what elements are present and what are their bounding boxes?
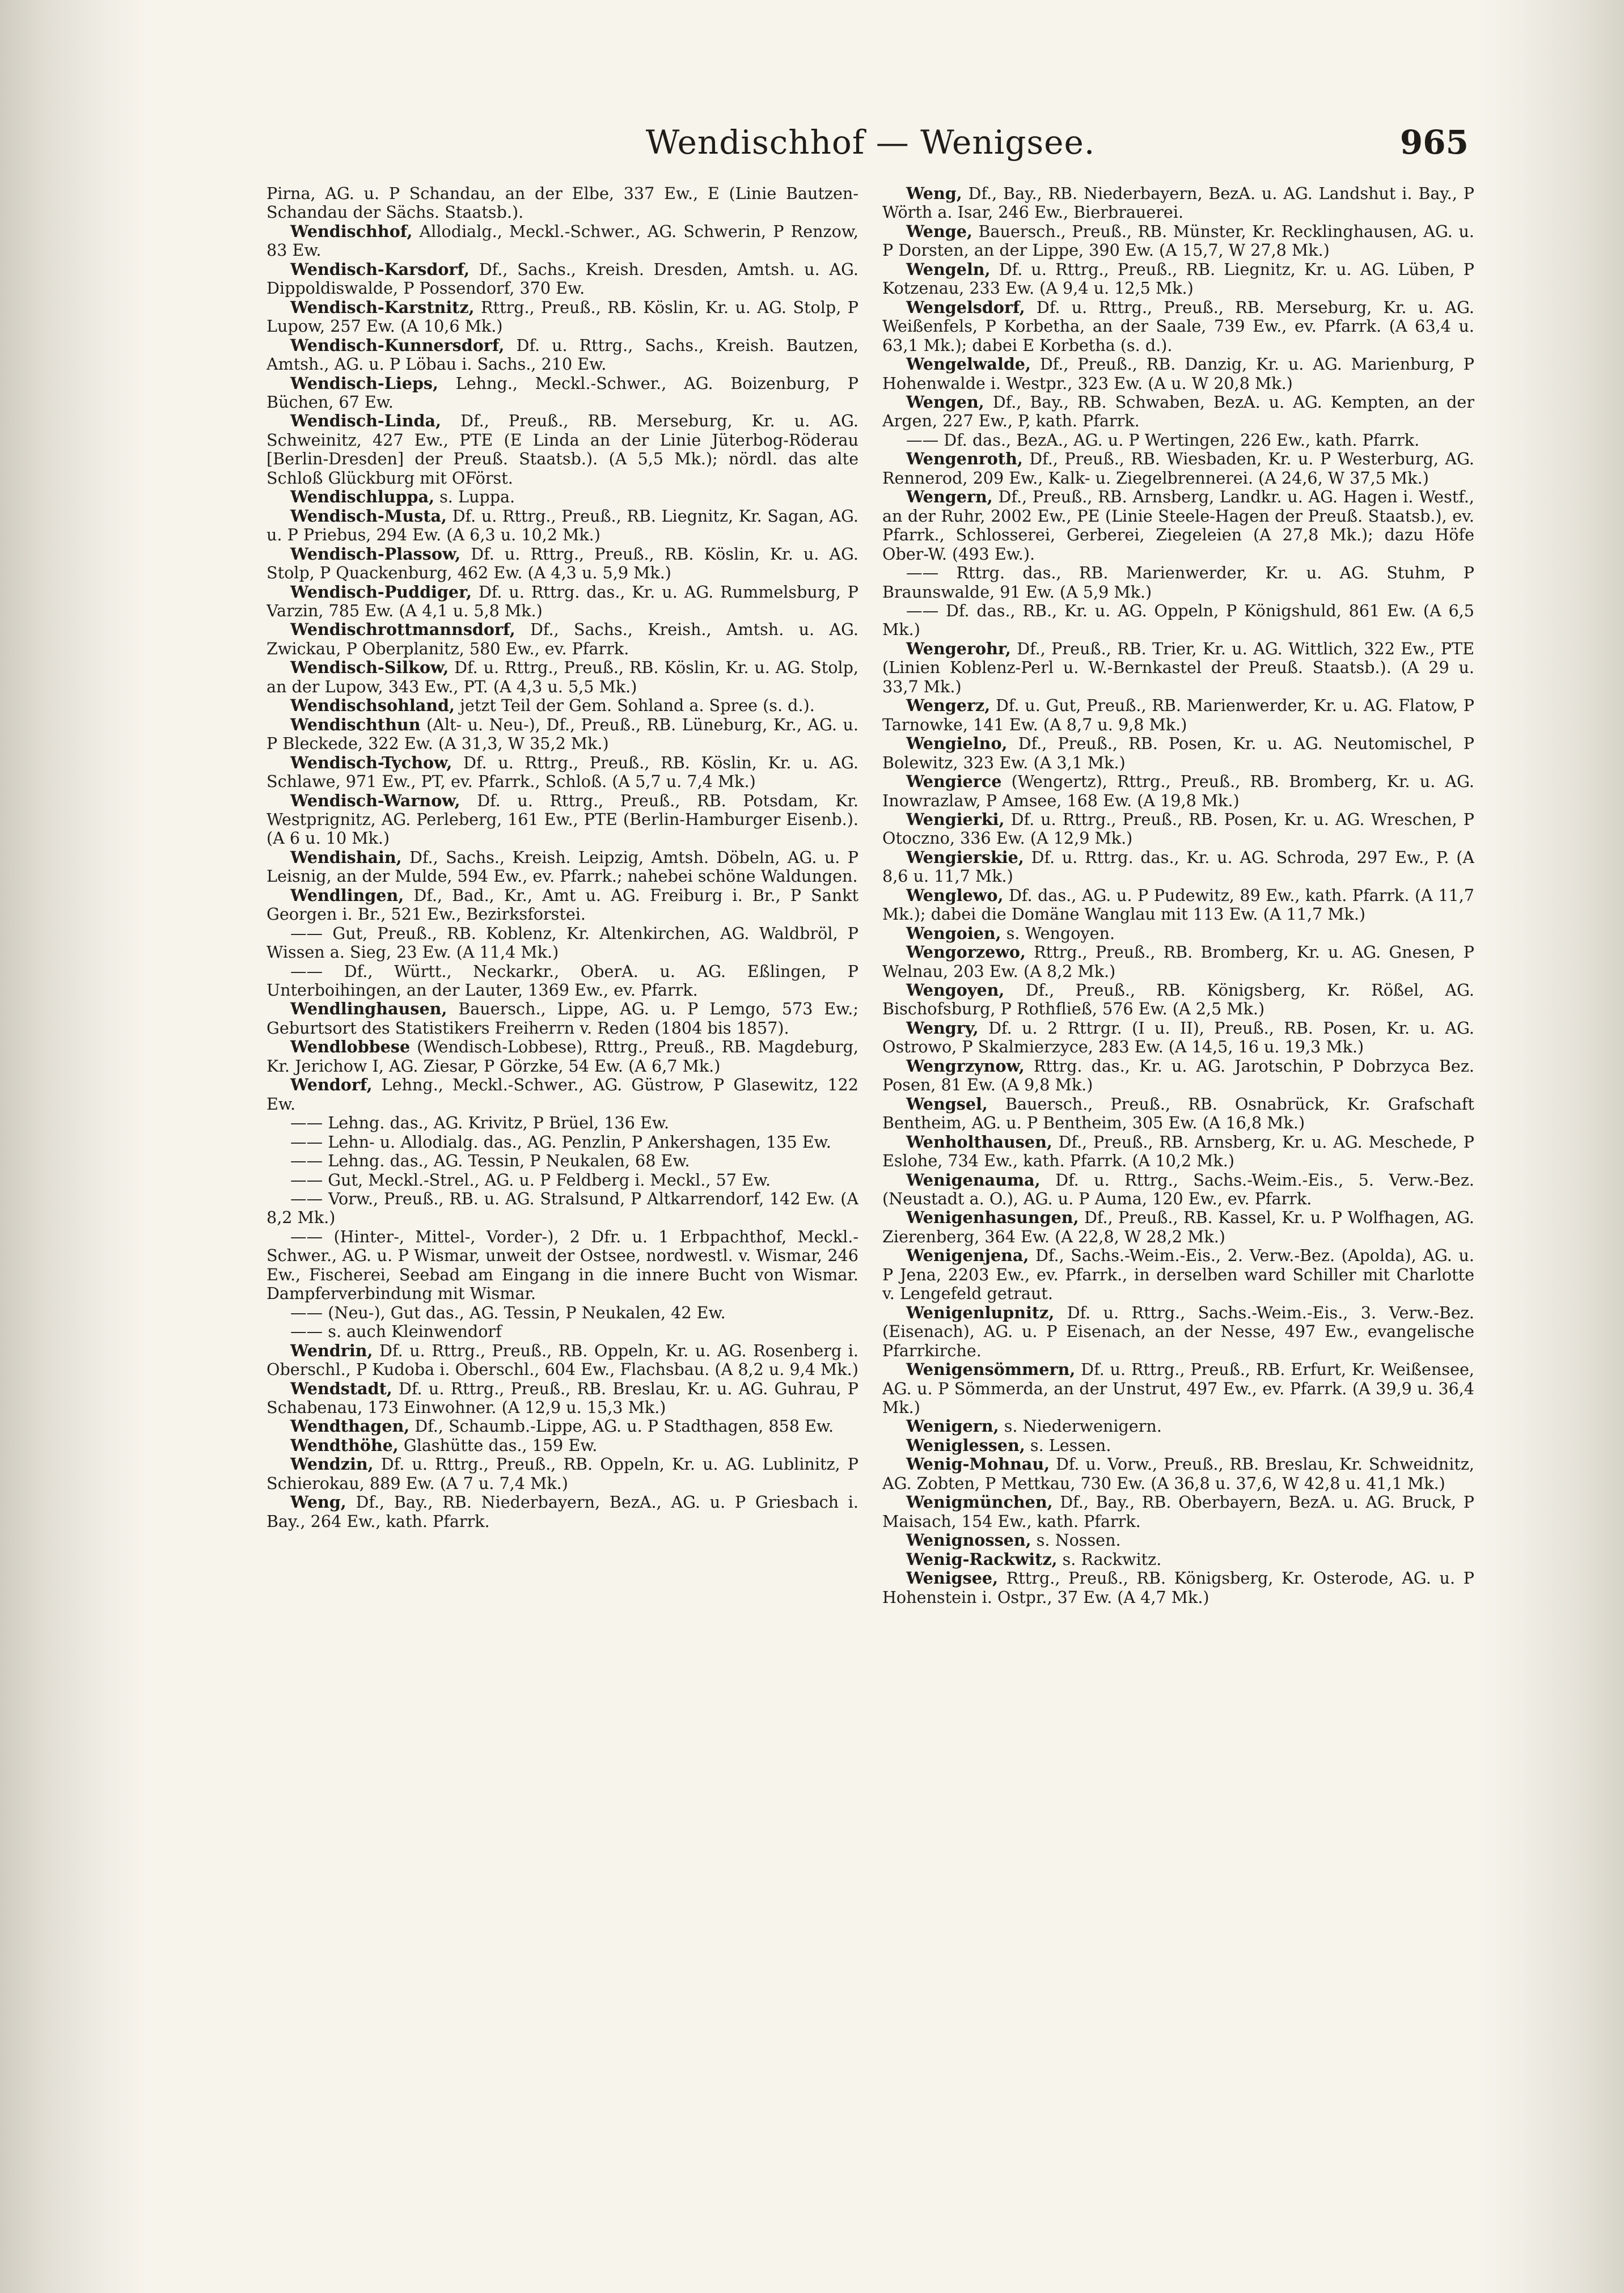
entry-headword: Wendisch-Silkow, — [290, 658, 449, 678]
entry-text: Df. u. Rttrg., Preuß., RB. Liegnitz, Kr. Sagan, AG. u. P Priebus, 294 Ew. (A 6,3 u. 10,2 Mk.) — [267, 506, 858, 545]
dictionary-entry — [267, 754, 858, 792]
right-column — [882, 184, 1474, 2231]
entry-text: Rttrg., Preuß., RB. Bromberg, Kr. u. AG. Gnesen, P Welnau, 203 Ew. (A 8,2 Mk.) — [882, 942, 1474, 981]
dictionary-entry — [882, 1246, 1474, 1303]
dictionary-entry — [882, 772, 1474, 810]
entry-text: Df. u. Rttrg., Sachs.-Weim.-Eis., 5. Verw.-Bez. (Neustadt a. O.), AG. u. P Auma, 120 Ew., ev. Pfarrk. — [882, 1170, 1474, 1209]
entry-text: Df., Preuß., RB. Arnsberg, Landkr. u. AG. Hagen i. Westf., an der Ruhr, 2002 Ew., PE (Linie Steele-Hagen der Preuß. Staatsb.), ev. Pfarrk., Schlosserei, Gerberei, Ziegeleien (A 27,8 Mk.); dazu Höfe Ober-W. (493 Ew.). — [882, 487, 1474, 564]
dictionary-entry — [267, 1342, 858, 1380]
dictionary-entry — [882, 1095, 1474, 1133]
entry-headword: Wenig-Rackwitz, — [906, 1549, 1058, 1569]
entry-text: Rttrg., Preuß., RB. Köslin, Kr. u. AG. Stolp, P Lupow, 257 Ew. (A 10,6 Mk.) — [267, 297, 858, 336]
entry-headword: Wendrin, — [290, 1340, 373, 1360]
entry-text: Rttrg. das., Kr. u. AG. Jarotschin, P Dobrzyca Bez. Posen, 81 Ew. (A 9,8 Mk.) — [882, 1056, 1474, 1095]
entry-text: —— Lehng. das., AG. Krivitz, P Brüel, 136 Ew. — [290, 1113, 670, 1133]
dictionary-entry — [882, 1550, 1474, 1569]
entry-text: —— Df. das., RB., Kr. u. AG. Oppeln, P Königshuld, 861 Ew. (A 6,5 Mk.) — [882, 600, 1474, 640]
entry-text: Df. u. 2 Rttrgr. (I u. II), Preuß., RB. Posen, Kr. u. AG. Ostrowo, P Skalmierzyce, 283 Ew. (A 14,5, 16 u. 19,3 Mk.) — [882, 1018, 1474, 1057]
entry-headword: Wendzin, — [290, 1454, 374, 1474]
entry-text: Df., Bay., RB. Oberbayern, BezA. u. AG. Bruck, P Maisach, 154 Ew., kath. Pfarrk. — [882, 1492, 1474, 1531]
dictionary-entry — [882, 488, 1474, 564]
entry-text: Df. u. Rttrg., Sachs., Kreish. Bautzen, Amtsh., AG. u. P Löbau i. Sachs., 210 Ew. — [267, 335, 858, 374]
entry-text: Df. u. Rttrg., Sachs.-Weim.-Eis., 3. Verw.-Bez. (Eisenach), AG. u. P Eisenach, an der Nesse, 497 Ew., evangelische Pfarrkirche. — [882, 1302, 1474, 1360]
entry-headword: Wenglewo, — [906, 885, 1004, 905]
entry-text: Df. u. Rttrg. das., Kr. u. AG. Rummelsburg, P Varzin, 785 Ew. (A 4,1 u. 5,8 Mk.) — [267, 582, 858, 620]
scan-edge-right — [1477, 0, 1624, 2293]
dictionary-entry — [267, 1322, 858, 1341]
entry-text: Allodialg., Meckl.-Schwer., AG. Schwerin, P Renzow, 83 Ew. — [267, 221, 858, 260]
dictionary-entry — [882, 696, 1474, 734]
dictionary-entry — [882, 1171, 1474, 1209]
entry-headword: Wenigensömmern, — [906, 1360, 1076, 1380]
dictionary-entry — [882, 886, 1474, 924]
dictionary-entry — [267, 1038, 858, 1076]
dictionary-entry — [267, 1114, 858, 1132]
entry-headword: Wenigenauma, — [906, 1170, 1041, 1190]
entry-text: Df. u. Gut, Preuß., RB. Marienwerder, Kr. u. AG. Flatow, P Tarnowke, 141 Ew. (A 8,7 u. 9,8 Mk.) — [882, 696, 1474, 734]
dictionary-entry — [267, 620, 858, 658]
entry-text: s. Luppa. — [434, 487, 515, 507]
dictionary-entry — [267, 1493, 858, 1531]
entry-text: jetzt Teil der Gem. Sohland a. Spree (s. d.). — [455, 696, 815, 716]
dictionary-entry — [267, 1076, 858, 1114]
entry-text: Lehng., Meckl.-Schwer., AG. Boizenburg, P Büchen, 67 Ew. — [267, 373, 858, 412]
dictionary-entry — [882, 981, 1474, 1019]
entry-headword: Wenigern, — [906, 1416, 999, 1436]
dictionary-entry — [267, 1228, 858, 1304]
dictionary-entry — [267, 184, 858, 222]
entry-text: (Wengertz), Rttrg., Preuß., RB. Bromberg, Kr. u. AG. Inowrazlaw, P Amsee, 168 Ew. (A 19,8 Mk.) — [882, 772, 1474, 810]
entry-headword: Wendstadt, — [290, 1378, 392, 1398]
entry-headword: Wengelsdorf, — [906, 297, 1025, 317]
entry-headword: Wendischrottmannsdorf, — [290, 620, 515, 640]
entry-headword: Weng, — [906, 184, 962, 203]
dictionary-entry — [882, 924, 1474, 943]
entry-text: Df., Bay., RB. Schwaben, BezA. u. AG. Kempten, an der Argen, 227 Ew., P, kath. Pfarrk. — [882, 392, 1474, 431]
entry-headword: Wengierskie, — [906, 847, 1024, 867]
dictionary-entry — [267, 1455, 858, 1493]
page-header — [267, 111, 1474, 179]
dictionary-entry — [267, 1152, 858, 1170]
dictionary-entry — [882, 1208, 1474, 1246]
entry-headword: Wengierki, — [906, 809, 1005, 829]
entry-text: —— (Hinter-, Mittel-, Vorder-), 2 Dfr. u. 1 Erbpachthof, Meckl.-Schwer., AG. u. P Wismar, unweit der Ostsee, nordwestl. v. Wismar, 246 Ew., Fischerei, Seebad am Eingang in die innere Bucht von Wismar. Dampferverbindung mit Wismar. — [267, 1226, 858, 1304]
entry-text: (Alt- u. Neu-), Df., Preuß., RB. Lüneburg, Kr., AG. u. P Bleckede, 322 Ew. (A 31,3, W 35,2 Mk.) — [267, 714, 858, 754]
dictionary-entry — [882, 298, 1474, 355]
entry-headword: Wenigenhasungen, — [906, 1208, 1079, 1228]
entry-headword: Wenigsee, — [906, 1568, 999, 1588]
entry-text: Df. u. Rttrg., Preuß., RB. Köslin, Kr. u. AG. Stolp, an der Lupow, 343 Ew., PT. (A 4,3 u. 5,5 Mk.) — [267, 658, 858, 696]
entry-headword: Wengen, — [906, 392, 984, 412]
left-column — [267, 184, 858, 2231]
dictionary-entry — [882, 1304, 1474, 1360]
dictionary-entry — [882, 393, 1474, 431]
entry-text: —— Gut, Preuß., RB. Koblenz, Kr. Altenkirchen, AG. Waldbröl, P Wissen a. Sieg, 23 Ew. (A 11,4 Mk.) — [267, 923, 858, 962]
entry-text: Df. u. Rttrg. das., Kr. u. AG. Schroda, 297 Ew., P. (A 8,6 u. 11,7 Mk.) — [882, 847, 1474, 886]
entry-text: Lehng., Meckl.-Schwer., AG. Güstrow, P Glasewitz, 122 Ew. — [267, 1075, 858, 1114]
entry-text: Df., Sachs., Kreish. Dresden, Amtsh. u. AG. Dippoldiswalde, P Possendorf, 370 Ew. — [267, 259, 858, 298]
dictionary-entry — [882, 943, 1474, 981]
dictionary-entry — [267, 924, 858, 962]
entry-text: Df., Preuß., RB. Danzig, Kr. u. AG. Marienburg, P Hohenwalde i. Westpr., 323 Ew. (A u. W 20,8 Mk.) — [882, 354, 1474, 393]
dictionary-entry — [882, 355, 1474, 393]
entry-headword: Wendthagen, — [290, 1416, 410, 1436]
entry-text: Df., Preuß., RB. Königsberg, Kr. Rößel, AG. Bischofsburg, P Rothfließ, 576 Ew. (A 2,5 Mk.) — [882, 980, 1474, 1019]
dictionary-entry — [267, 962, 858, 1000]
entry-text: Df., Schaumb.-Lippe, AG. u. P Stadthagen, 858 Ew. — [409, 1416, 834, 1436]
entry-headword: Wendorf, — [290, 1075, 373, 1095]
dictionary-entry — [267, 886, 858, 924]
page-number: 965 — [1399, 123, 1469, 162]
dictionary-entry — [267, 374, 858, 412]
entry-headword: Wendisch-Puddiger, — [290, 582, 472, 602]
entry-text: s. Niederwenigern. — [999, 1416, 1162, 1436]
entry-headword: Wendischsohland, — [290, 696, 455, 716]
entry-text: s. Lessen. — [1025, 1435, 1111, 1455]
dictionary-entry — [267, 696, 858, 715]
entry-text: —— Df., Württ., Neckarkr., OberA. u. AG. Eßlingen, P Unterboihingen, an der Lauter, 1369 Ew., ev. Pfarrk. — [267, 961, 858, 1000]
entry-text: Df., Bad., Kr., Amt u. AG. Freiburg i. Br., P Sankt Georgen i. Br., 521 Ew., Bezirksforstei. — [267, 885, 858, 924]
dictionary-entry — [267, 336, 858, 374]
dictionary-entry — [267, 1436, 858, 1455]
dictionary-entry — [882, 564, 1474, 602]
dictionary-entry — [267, 260, 858, 298]
running-title: Wendischhof — Wenigsee. — [645, 123, 1096, 162]
entry-headword: Wenigenlupnitz, — [906, 1302, 1055, 1322]
entry-headword: Wengelwalde, — [906, 354, 1031, 374]
dictionary-entry — [267, 848, 858, 886]
dictionary-entry — [267, 583, 858, 621]
dictionary-entry — [267, 658, 858, 696]
entry-text: Df., Preuß., RB. Arnsberg, Kr. u. AG. Meschede, P Eslohe, 734 Ew., kath. Pfarrk. (A 10,2 Mk.) — [882, 1132, 1474, 1171]
entry-text: Df. u. Rttrg., Preuß., RB. Potsdam, Kr. Westprignitz, AG. Perleberg, 161 Ew., PTE (Berlin-Hamburger Eisenb.). (A 6 u. 10 Mk.) — [267, 790, 858, 848]
entry-text: —— s. auch Kleinwendorf — [290, 1322, 502, 1342]
dictionary-entry — [267, 1133, 858, 1152]
entry-headword: Wenholthausen, — [906, 1132, 1052, 1152]
dictionary-entry — [882, 602, 1474, 640]
entry-headword: Wengsel, — [906, 1094, 988, 1114]
dictionary-page — [267, 111, 1474, 2231]
entry-headword: Wendlinghausen, — [290, 999, 447, 1019]
entry-text: Df. u. Rttrg., Preuß., RB. Köslin, Kr. u. AG. Stolp, P Quackenburg, 462 Ew. (A 4,3 u. 5,9 Mk.) — [267, 544, 858, 583]
entry-headword: Wendischhof, — [290, 221, 413, 241]
entry-text: Glashütte das., 159 Ew. — [398, 1435, 598, 1455]
entry-headword: Wendlobbese — [290, 1037, 411, 1057]
entry-text: Df. das., AG. u. P Pudewitz, 89 Ew., kath. Pfarrk. (A 11,7 Mk.); dabei die Domäne Wanglau mit 113 Ew. (A 11,7 Mk.) — [882, 885, 1474, 924]
dictionary-entry — [882, 810, 1474, 848]
entry-text: Df., Bay., RB. Niederbayern, BezA. u. AG. Landshut i. Bay., P Wörth a. Isar, 246 Ew., Bierbrauerei. — [882, 184, 1474, 222]
dictionary-entry — [882, 260, 1474, 298]
entry-text: s. Nossen. — [1031, 1530, 1121, 1550]
entry-text: Df. u. Rttrg., Preuß., RB. Oppeln, Kr. u. AG. Lublinitz, P Schierokau, 889 Ew. (A 7 u. 7,4 Mk.) — [267, 1454, 858, 1493]
dictionary-entry — [267, 1190, 858, 1228]
dictionary-entry — [882, 848, 1474, 886]
dictionary-entry — [882, 1569, 1474, 1607]
entry-headword: Wendisch-Kunnersdorf, — [290, 335, 505, 355]
entry-text: —— Gut, Meckl.-Strel., AG. u. P Feldberg i. Meckl., 57 Ew. — [290, 1170, 771, 1190]
dictionary-entry — [267, 1380, 858, 1418]
dictionary-entry — [267, 488, 858, 506]
entry-text: Df. u. Rttrg., Preuß., RB. Erfurt, Kr. Weißensee, AG. u. P Sömmerda, an der Unstrut, 497 Ew., ev. Pfarrk. (A 39,9 u. 36,4 Mk.) — [882, 1360, 1474, 1417]
entry-headword: Wendthöhe, — [290, 1435, 399, 1455]
dictionary-entry — [882, 1057, 1474, 1095]
dictionary-entry — [267, 1171, 858, 1190]
entry-headword: Wengoyen, — [906, 980, 1005, 1000]
entry-headword: Wengenroth, — [906, 449, 1023, 469]
entry-text: —— Df. das., BezA., AG. u. P Wertingen, 226 Ew., kath. Pfarrk. — [906, 430, 1420, 450]
entry-text: Df. u. Rttrg., Preuß., RB. Breslau, Kr. u. AG. Guhrau, P Schabenau, 173 Einwohner. (A 12,9 u. 15,3 Mk.) — [267, 1378, 858, 1417]
dictionary-entry — [882, 1436, 1474, 1455]
entry-headword: Wendisch-Karsdorf, — [290, 259, 470, 279]
dictionary-entry — [882, 1417, 1474, 1436]
entry-text: Df., Preuß., RB. Merseburg, Kr. u. AG. Schweinitz, 427 Ew., PTE (E Linda an der Linie Jüterbog-Röderau [Berlin-Dresden] der Preuß. Staatsb.). (A 5,5 Mk.); nördl. das alte Schloß Glückburg mit OFörst. — [267, 411, 858, 488]
entry-text: Bauersch., Preuß., RB. Münster, Kr. Recklinghausen, AG. u. P Dorsten, an der Lippe, 390 Ew. (A 15,7, W 27,8 Mk.) — [882, 221, 1474, 260]
entry-headword: Wengerz, — [906, 696, 991, 716]
entry-headword: Wendischthun — [290, 714, 421, 734]
dictionary-entry — [882, 1531, 1474, 1550]
entry-headword: Wenignossen, — [906, 1530, 1031, 1550]
scan-edge-left — [0, 0, 147, 2293]
entry-headword: Wenig-Mohnau, — [906, 1454, 1050, 1474]
dictionary-entry — [267, 507, 858, 545]
entry-text: —— Lehng. das., AG. Tessin, P Neukalen, 68 Ew. — [290, 1151, 690, 1171]
entry-text: (Wendisch-Lobbese), Rttrg., Preuß., RB. Magdeburg, Kr. Jerichow I, AG. Ziesar, P Görzke, 54 Ew. (A 6,7 Mk.) — [267, 1037, 858, 1076]
entry-headword: Wenigenjena, — [906, 1246, 1029, 1266]
entry-text: Pirna, AG. u. P Schandau, an der Elbe, 337 Ew., E (Linie Bautzen-Schandau der Sächs. Staatsb.). — [267, 184, 858, 222]
entry-text: —— Vorw., Preuß., RB. u. AG. Stralsund, P Altkarrendorf, 142 Ew. (A 8,2 Mk.) — [267, 1189, 858, 1228]
dictionary-entry — [267, 222, 858, 260]
dictionary-entry — [267, 716, 858, 754]
entry-text: Bauersch., Preuß., RB. Osnabrück, Kr. Grafschaft Bentheim, AG. u. P Bentheim, 305 Ew. (A 16,8 Mk.) — [882, 1094, 1474, 1133]
entry-headword: Weniglessen, — [906, 1435, 1025, 1455]
entry-text: Df. u. Rttrg., Preuß., RB. Liegnitz, Kr. u. AG. Lüben, P Kotzenau, 233 Ew. (A 9,4 u. 12,5 Mk.) — [882, 259, 1474, 298]
entry-headword: Wendisch-Musta, — [290, 506, 447, 526]
entry-text: s. Wengoyen. — [1001, 923, 1115, 943]
entry-text: Df., Preuß., RB. Posen, Kr. u. AG. Neutomischel, P Bolewitz, 323 Ew. (A 3,1 Mk.) — [882, 734, 1474, 772]
entry-text: Df., Preuß., RB. Wiesbaden, Kr. u. P Westerburg, AG. Rennerod, 209 Ew., Kalk- u. Ziegelbrennerei. (A 24,6, W 37,5 Mk.) — [882, 449, 1474, 488]
dictionary-entry — [267, 1304, 858, 1322]
entry-headword: Wenge, — [906, 221, 972, 241]
dictionary-entry — [882, 450, 1474, 488]
dictionary-entry — [882, 184, 1474, 222]
entry-text: —— Rttrg. das., RB. Marienwerder, Kr. u. AG. Stuhm, P Braunswalde, 91 Ew. (A 5,9 Mk.) — [882, 563, 1474, 602]
entry-headword: Wendisch-Plassow, — [290, 544, 461, 564]
dictionary-entry — [882, 1133, 1474, 1171]
entry-text: Df. u. Vorw., Preuß., RB. Breslau, Kr. Schweidnitz, AG. Zobten, P Mettkau, 730 Ew. (A 36,8 u. 37,6, W 42,8 u. 41,1 Mk.) — [882, 1454, 1474, 1493]
entry-headword: Wengry, — [906, 1018, 979, 1038]
dictionary-entry — [882, 1019, 1474, 1057]
dictionary-entry — [882, 1360, 1474, 1417]
entry-text: Df. u. Rttrg., Preuß., RB. Oppeln, Kr. u. AG. Rosenberg i. Oberschl., P Kudoba i. Oberschl., 604 Ew., Flachsbau. (A 8,2 u. 9,4 Mk.) — [267, 1340, 858, 1380]
dictionary-entry — [882, 222, 1474, 260]
dictionary-entry — [882, 431, 1474, 450]
entry-headword: Wendisch-Karstnitz, — [290, 297, 475, 317]
entry-headword: Wendisch-Warnow, — [290, 790, 460, 810]
dictionary-entry — [882, 734, 1474, 772]
dictionary-entry — [267, 412, 858, 488]
entry-headword: Wengerohr, — [906, 638, 1011, 658]
entry-text: Df., Preuß., RB. Kassel, Kr. u. P Wolfhagen, AG. Zierenberg, 364 Ew. (A 22,8, W 28,2 Mk.) — [882, 1208, 1474, 1246]
entry-text: Df. u. Rttrg., Preuß., RB. Merseburg, Kr. u. AG. Weißenfels, P Korbetha, an der Saale, 739 Ew., ev. Pfarrk. (A 63,4 u. 63,1 Mk.); dabei E Korbetha (s. d.). — [882, 297, 1474, 355]
entry-text: Df., Sachs.-Weim.-Eis., 2. Verw.-Bez. (Apolda), AG. u. P Jena, 2203 Ew., ev. Pfarrk., in derselben ward Schiller mit Charlotte v. Lengefeld getraut. — [882, 1246, 1474, 1304]
entry-text: —— Lehn- u. Allodialg. das., AG. Penzlin, P Ankershagen, 135 Ew. — [290, 1132, 831, 1152]
entry-text: Bauersch., Lippe, AG. u. P Lemgo, 573 Ew.; Geburtsort des Statistikers Freiherrn v. Reden (1804 bis 1857). — [267, 999, 858, 1038]
entry-text: s. Rackwitz. — [1057, 1549, 1162, 1569]
entry-headword: Wengeln, — [906, 259, 991, 279]
dictionary-entry — [267, 792, 858, 848]
entry-text: Df., Sachs., Kreish. Leipzig, Amtsh. Döbeln, AG. u. P Leisnig, an der Mulde, 594 Ew., ev. Pfarrk.; nahebei schöne Waldungen. — [267, 847, 858, 886]
entry-headword: Wendisch-Tychow, — [290, 752, 452, 772]
entry-text: —— (Neu-), Gut das., AG. Tessin, P Neukalen, 42 Ew. — [290, 1302, 726, 1322]
entry-headword: Wendlingen, — [290, 885, 404, 905]
entry-text: Df., Bay., RB. Niederbayern, BezA., AG. u. P Griesbach i. Bay., 264 Ew., kath. Pfarrk. — [267, 1492, 858, 1531]
entry-headword: Wendischluppa, — [290, 487, 435, 507]
entry-headword: Wengrzynow, — [906, 1056, 1025, 1076]
entry-text: Rttrg., Preuß., RB. Königsberg, Kr. Osterode, AG. u. P Hohenstein i. Ostpr., 37 Ew. (A 4,7 Mk.) — [882, 1568, 1474, 1607]
entry-headword: Wengoien, — [906, 923, 1001, 943]
entry-headword: Wendishain, — [290, 847, 402, 867]
entry-headword: Wengierce — [906, 772, 1002, 792]
entry-headword: Wengern, — [906, 487, 993, 507]
dictionary-entry — [882, 1493, 1474, 1531]
entry-text: Df. u. Rttrg., Preuß., RB. Köslin, Kr. u. AG. Schlawe, 971 Ew., PT, ev. Pfarrk., Schloß. (A 5,7 u. 7,4 Mk.) — [267, 752, 858, 792]
entry-text: Df., Preuß., RB. Trier, Kr. u. AG. Wittlich, 322 Ew., PTE (Linien Koblenz-Perl u. W.-Bernkastel der Preuß. Staatsb.). (A 29 u. 33,7 Mk.) — [882, 638, 1474, 696]
entry-headword: Wenigmünchen, — [906, 1492, 1053, 1512]
dictionary-entry — [267, 545, 858, 583]
entry-headword: Wengorzewo, — [906, 942, 1026, 962]
dictionary-entry — [267, 1000, 858, 1038]
entry-headword: Wendisch-Lieps, — [290, 373, 438, 393]
entry-headword: Weng, — [290, 1492, 346, 1512]
two-column-body — [267, 184, 1474, 2231]
dictionary-entry — [267, 298, 858, 336]
dictionary-entry — [267, 1417, 858, 1436]
entry-headword: Wengielno, — [906, 734, 1008, 754]
dictionary-entry — [882, 640, 1474, 696]
entry-headword: Wendisch-Linda, — [290, 411, 442, 431]
entry-text: Df., Sachs., Kreish., Amtsh. u. AG. Zwickau, P Oberplanitz, 580 Ew., ev. Pfarrk. — [267, 620, 858, 658]
dictionary-entry — [882, 1455, 1474, 1493]
entry-text: Df. u. Rttrg., Preuß., RB. Posen, Kr. u. AG. Wreschen, P Otoczno, 336 Ew. (A 12,9 Mk.) — [882, 809, 1474, 848]
